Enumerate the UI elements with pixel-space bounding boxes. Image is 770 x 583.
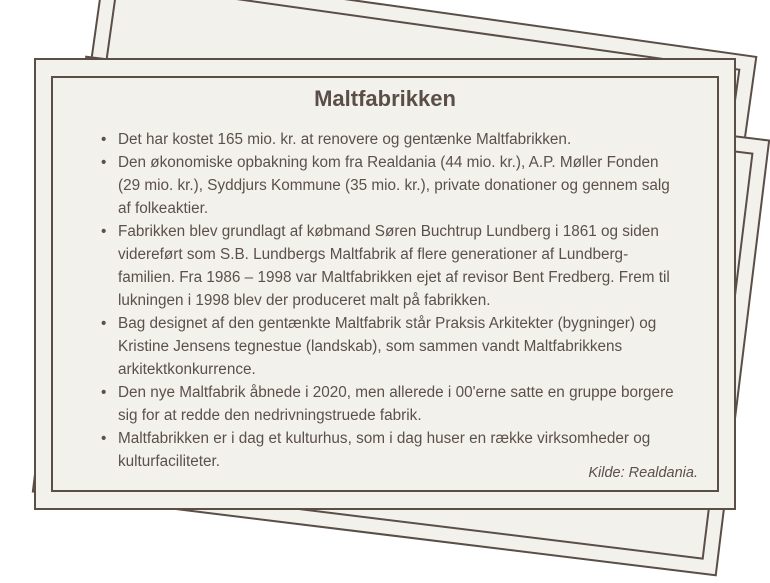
- card-title: Maltfabrikken: [314, 86, 456, 111]
- bullet-icon: •: [101, 315, 107, 332]
- fact-text: Det har kostet 165 mio. kr. at renovere og gentænke Maltfabrikken.: [118, 131, 572, 148]
- bullet-icon: •: [101, 154, 107, 171]
- info-card: [34, 58, 736, 510]
- fact-text: Den økonomiske opbakning kom fra Realdania (44 mio. kr.), A.P. Møller Fonden (29 mio. kr.), Syddjurs Kommune (35 mio. kr.), private donationer og gennem salg af folkeaktier.: [118, 154, 670, 217]
- fact-list: [101, 128, 678, 473]
- bullet-icon: •: [101, 384, 107, 401]
- fact-item: [101, 220, 678, 312]
- bullet-icon: •: [101, 430, 107, 447]
- bullet-icon: •: [101, 131, 107, 148]
- fact-item: [101, 151, 678, 220]
- fact-text: Maltfabrikken er i dag et kulturhus, som i dag huser en række virksomheder og kulturfaciliteter.: [118, 430, 651, 470]
- fact-text: Bag designet af den gentænkte Maltfabrik står Praksis Arkitekter (bygninger) og Kristine Jensens tegnestue (landskab), som sammen vandt Maltfabrikkens arkitektkonkurrence.: [118, 315, 657, 378]
- fact-item: [101, 128, 678, 151]
- source-credit: Kilde: Realdania.: [588, 465, 698, 481]
- fact-item: [101, 381, 678, 427]
- bullet-icon: •: [101, 223, 107, 240]
- fact-item: [101, 312, 678, 381]
- fact-text: Den nye Maltfabrik åbnede i 2020, men allerede i 00'erne satte en gruppe borgere sig for at redde den nedrivningstruede fabrik.: [118, 384, 674, 424]
- fact-text: Fabrikken blev grundlagt af købmand Søren Buchtrup Lundberg i 1861 og siden videreført som S.B. Lundbergs Maltfabrik af flere generationer af Lundberg-familien. Fra 1986 – 1998 var Maltfabrikken ejet af revisor Bent Fredberg. Frem til lukningen i 1998 blev der produceret malt på fabrikken.: [118, 223, 670, 309]
